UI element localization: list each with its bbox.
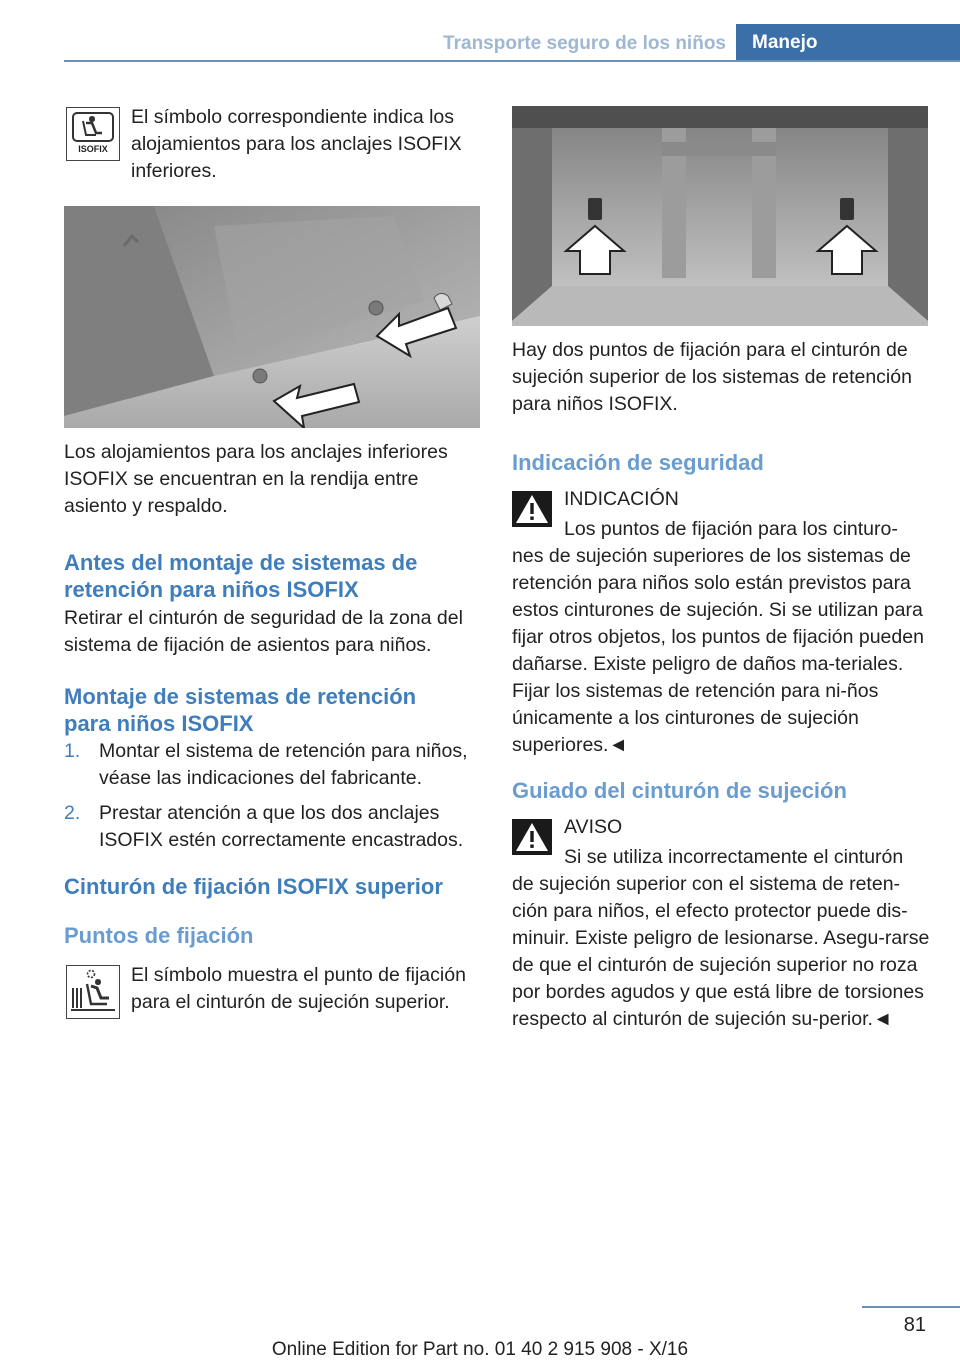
caution-text: de sujeción superior con el sistema de reten-ción para niños, el efecto protector puede dis-minuir. Existe peligro de lesionarse. Asegu-rarse de que el cinturón de sujeción superior no roza por bordes agudos y que está libre de torsiones respecto al cinturón de sujeción su-perior.◄: [512, 873, 930, 1030]
chapter-tab: Manejo: [736, 24, 960, 62]
list-item: [64, 800, 484, 854]
anchor-points-symbol-text: El símbolo muestra el punto de fijación para el cinturón de sujeción superior.: [131, 964, 466, 1013]
edition-footer: Online Edition for Part no. 01 40 2 915 908 - X/16: [271, 1339, 689, 1360]
tether-points-text: Hay dos puntos de fijación para el cinturón de sujeción superior de los sistemas de retención para niños ISOFIX.: [512, 339, 912, 415]
mounting-steps-list: [64, 738, 484, 854]
step-text: Montar el sistema de retención para niños, véase las indicaciones del fabricante.: [99, 740, 468, 789]
top-tether-symbol-icon: [66, 965, 120, 1019]
heading-top-tether: Cinturón de fijación ISOFIX superior: [64, 874, 443, 899]
step-number: 1.: [64, 740, 81, 762]
seat-anchor-photo: [64, 206, 480, 428]
isofix-symbol-icon: [66, 107, 120, 161]
page-number: 81: [903, 1314, 926, 1336]
notice-title: INDICACIÓN: [564, 488, 679, 510]
heading-safety: Indicación de seguridad: [512, 450, 764, 475]
step-text: Prestar atención a que los dos anclajes ISOFIX estén correctamente encastrados.: [99, 802, 464, 851]
caution-warning-icon: [512, 819, 552, 860]
isofix-icon-label: ISOFIX: [78, 144, 108, 154]
isofix-symbol-text: El símbolo correspondiente indica los alojamientos para los anclajes ISOFIX inferiores.: [131, 106, 462, 182]
notice-warning-icon: [512, 491, 552, 532]
heading-tether-routing: Guiado del cinturón de sujeción: [512, 778, 847, 803]
heading-anchor-points: Puntos de fijación: [64, 923, 254, 948]
caution-title: AVISO: [564, 816, 623, 838]
heading-before-mounting: Antes del montaje de sistemas de retención para niños ISOFIX: [64, 550, 418, 602]
step-number: 2.: [64, 802, 81, 824]
section-title: Transporte seguro de los niños: [443, 33, 726, 54]
caution-first-line: Si se utiliza incorrectamente el cinturón: [564, 846, 904, 868]
header-rule: [64, 60, 960, 62]
list-item: [64, 738, 484, 792]
anchors-location-text: Los alojamientos para los anclajes inferiores ISOFIX se encuentran en la rendija entre asiento y respaldo.: [64, 441, 448, 517]
notice-text: nes de sujeción superiores de los sistemas de retención para niños solo están previstos para estos cinturones de sujeción. Si se utilizan para fijar otros objetos, los puntos de fijación pueden dañarse. Existe peligro de daños ma-teriales. Fijar los sistemas de retención para ni-ños únicamente a los cinturones de sujeción superiores.◄: [512, 545, 924, 756]
before-mounting-text: Retirar el cinturón de seguridad de la zona del sistema de fijación de asientos para niños.: [64, 607, 463, 656]
footer-rule: [862, 1306, 960, 1308]
notice-first-line: Los puntos de fijación para los cinturo-: [564, 518, 898, 540]
trunk-anchor-photo: [512, 106, 928, 326]
heading-mounting: Montaje de sistemas de retención para niños ISOFIX: [64, 684, 417, 736]
